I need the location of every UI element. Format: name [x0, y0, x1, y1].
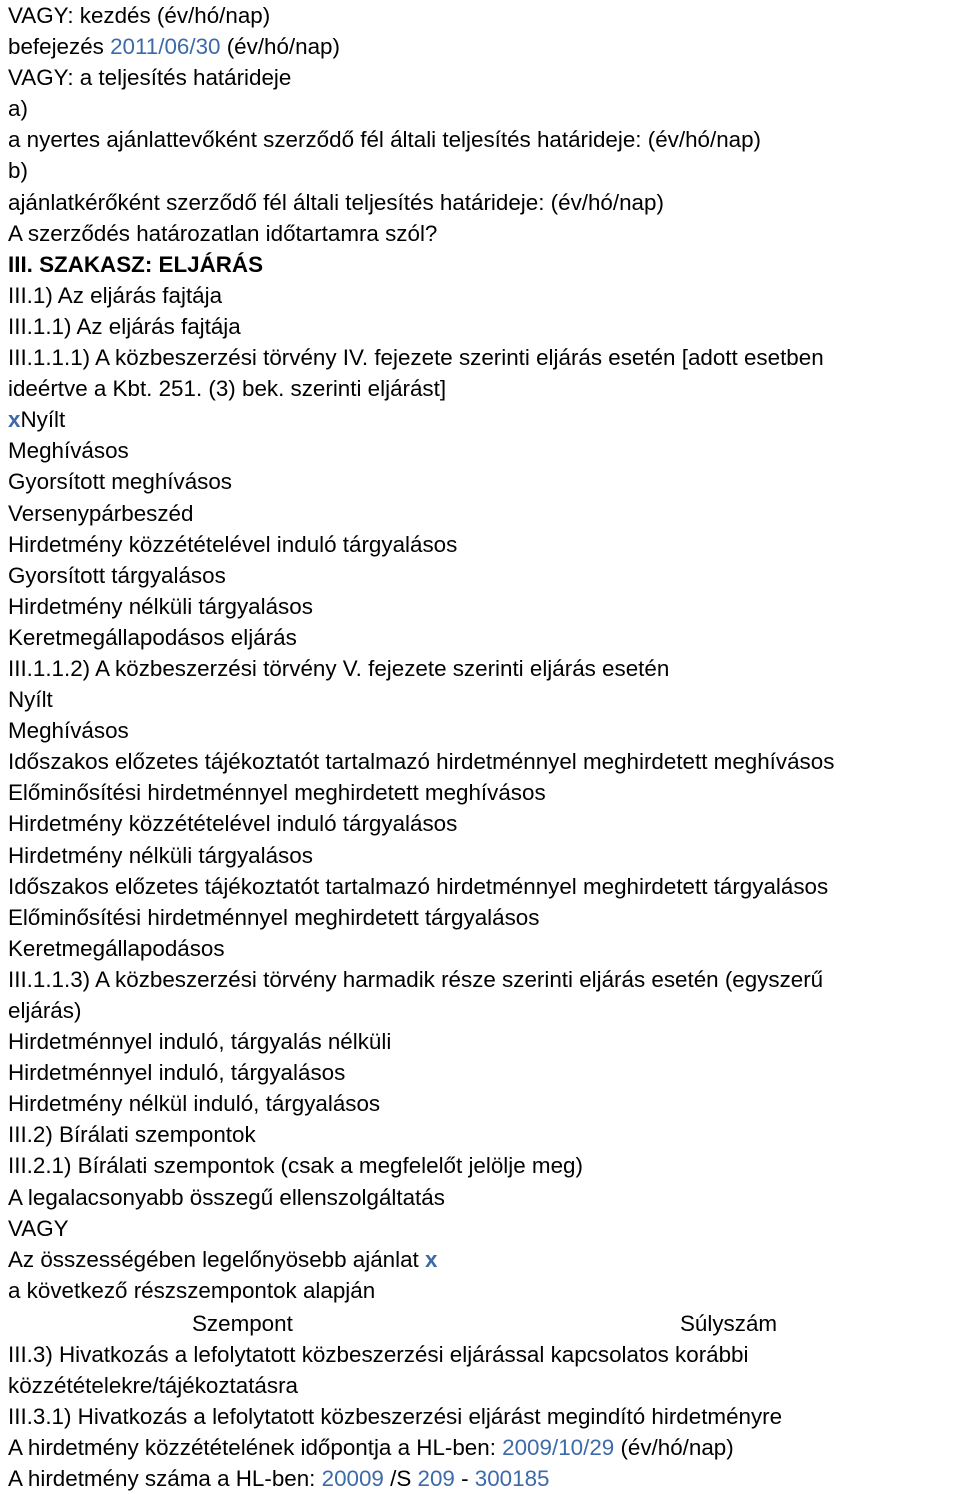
- criterion-subcriteria-label: a következő részszempontok alapján: [8, 1277, 376, 1303]
- third-part-option: Hirdetménnyel induló, tárgyalás nélküli: [8, 1029, 392, 1055]
- heading-iii112: III.1.1.2) A közbeszerzési törvény V. fejezete szerinti eljárás esetén: [8, 655, 670, 681]
- notice-date-value: 2009/10/29: [502, 1435, 615, 1461]
- criterion-best-value-label: Az összességében legelőnyösebb ajánlat: [8, 1246, 426, 1272]
- notice-number-year: 20009: [321, 1466, 384, 1492]
- end-date-value: 2011/06/30: [110, 34, 221, 60]
- heading-iii111-line1: III.1.1.1) A közbeszerzési törvény IV. fejezete szerinti eljárás esetén [adott esetben: [8, 345, 824, 371]
- selected-mark: x: [425, 1246, 438, 1272]
- end-date-line: [8, 31, 960, 62]
- third-part-option: Hirdetménnyel induló, tárgyalásos: [8, 1060, 346, 1086]
- heading-iii111-line2: ideértve a Kbt. 251. (3) bek. szerinti eljárást]: [8, 376, 447, 402]
- v-option: Hirdetmény nélküli tárgyalásos: [8, 842, 313, 868]
- heading-iii11: III.1.1) Az eljárás fajtája: [8, 313, 241, 339]
- iv-option-negotiated-without-notice: Hirdetmény nélküli tárgyalásos: [8, 593, 313, 619]
- notice-date-label: A hirdetmény közzétételének időpontja a HL-ben:: [8, 1435, 503, 1461]
- iv-option-framework: Keretmegállapodásos eljárás: [8, 624, 297, 650]
- heading-iii1: III.1) Az eljárás fajtája: [8, 282, 223, 308]
- criterion-best-value: [8, 1244, 960, 1275]
- iv-option-accelerated-negotiated: Gyorsított tárgyalásos: [8, 562, 226, 588]
- heading-iii21: III.2.1) Bírálati szempontok (csak a megfelelőt jelölje meg): [8, 1153, 583, 1179]
- notice-number-line: [8, 1463, 960, 1494]
- heading-iii3-line2: közzétételekre/tájékoztatásra: [8, 1373, 298, 1399]
- heading-iii113-line1: III.1.1.3) A közbeszerzési törvény harmadik része szerinti eljárás esetén (egyszerű: [8, 966, 824, 992]
- heading-iii3-line1: III.3) Hivatkozás a lefolytatott közbeszerzési eljárással kapcsolatos korábbi: [8, 1341, 749, 1367]
- notice-number-separator: /S: [383, 1466, 418, 1492]
- end-date-label: befejezés: [8, 34, 111, 60]
- contracting-deadline-line: ajánlatkérőként szerződő fél általi teljesítés határideje: (év/hó/nap): [8, 189, 664, 215]
- column-criterion: Szempont: [192, 1310, 293, 1336]
- selected-mark: x: [8, 407, 21, 433]
- notice-number-label: A hirdetmény száma a HL-ben:: [8, 1466, 322, 1492]
- column-weight: Súlyszám: [680, 1310, 778, 1336]
- notice-number-separator: -: [454, 1466, 475, 1492]
- end-date-format: (év/hó/nap): [220, 34, 340, 60]
- winner-deadline-line: a nyertes ajánlattevőként szerződő fél általi teljesítés határideje: (év/hó/nap): [8, 127, 762, 153]
- v-option: Időszakos előzetes tájékoztatót tartalmazó hirdetménnyel meghirdetett meghívásos: [8, 749, 835, 775]
- iv-option-competitive-dialogue: Versenypárbeszéd: [8, 500, 194, 526]
- iv-option-label: Nyílt: [20, 407, 66, 433]
- criteria-table-header: [8, 1306, 960, 1339]
- v-option: Hirdetmény közzétételével induló tárgyalásos: [8, 811, 458, 837]
- iv-option-negotiated-with-notice: Hirdetmény közzétételével induló tárgyalásos: [8, 531, 458, 557]
- criterion-or: VAGY: [8, 1215, 69, 1241]
- indefinite-term-question: A szerződés határozatlan időtartamra szól?: [8, 220, 438, 246]
- notice-number-id: 300185: [474, 1466, 550, 1492]
- option-a-label: a): [8, 96, 28, 122]
- option-b-label: b): [8, 158, 28, 184]
- section-title: III. SZAKASZ: ELJÁRÁS: [8, 251, 264, 277]
- iv-option-open: [8, 404, 960, 435]
- criterion-lowest-price: A legalacsonyabb összegű ellenszolgáltatás: [8, 1184, 445, 1210]
- notice-date-line: [8, 1432, 960, 1463]
- third-part-option: Hirdetmény nélkül induló, tárgyalásos: [8, 1091, 381, 1117]
- deadline-line: VAGY: a teljesítés határideje: [8, 65, 292, 91]
- notice-date-format: (év/hó/nap): [614, 1435, 734, 1461]
- heading-iii31: III.3.1) Hivatkozás a lefolytatott közbeszerzési eljárást megindító hirdetményre: [8, 1404, 783, 1430]
- notice-number-issue: 209: [417, 1466, 455, 1492]
- v-option: Keretmegállapodásos: [8, 935, 225, 961]
- v-option: Előminősítési hirdetménnyel meghirdetett meghívásos: [8, 780, 546, 806]
- v-option: Időszakos előzetes tájékoztatót tartalmazó hirdetménnyel meghirdetett tárgyalásos: [8, 873, 829, 899]
- iv-option-restricted: Meghívásos: [8, 438, 129, 464]
- start-date-line: VAGY: kezdés (év/hó/nap): [8, 3, 271, 28]
- v-option: Nyílt: [8, 687, 53, 713]
- v-option: Előminősítési hirdetménnyel meghirdetett tárgyalásos: [8, 904, 540, 930]
- iv-option-accelerated-restricted: Gyorsított meghívásos: [8, 469, 232, 495]
- heading-iii113-line2: eljárás): [8, 998, 82, 1023]
- heading-iii2: III.2) Bírálati szempontok: [8, 1122, 256, 1148]
- v-option: Meghívásos: [8, 718, 129, 744]
